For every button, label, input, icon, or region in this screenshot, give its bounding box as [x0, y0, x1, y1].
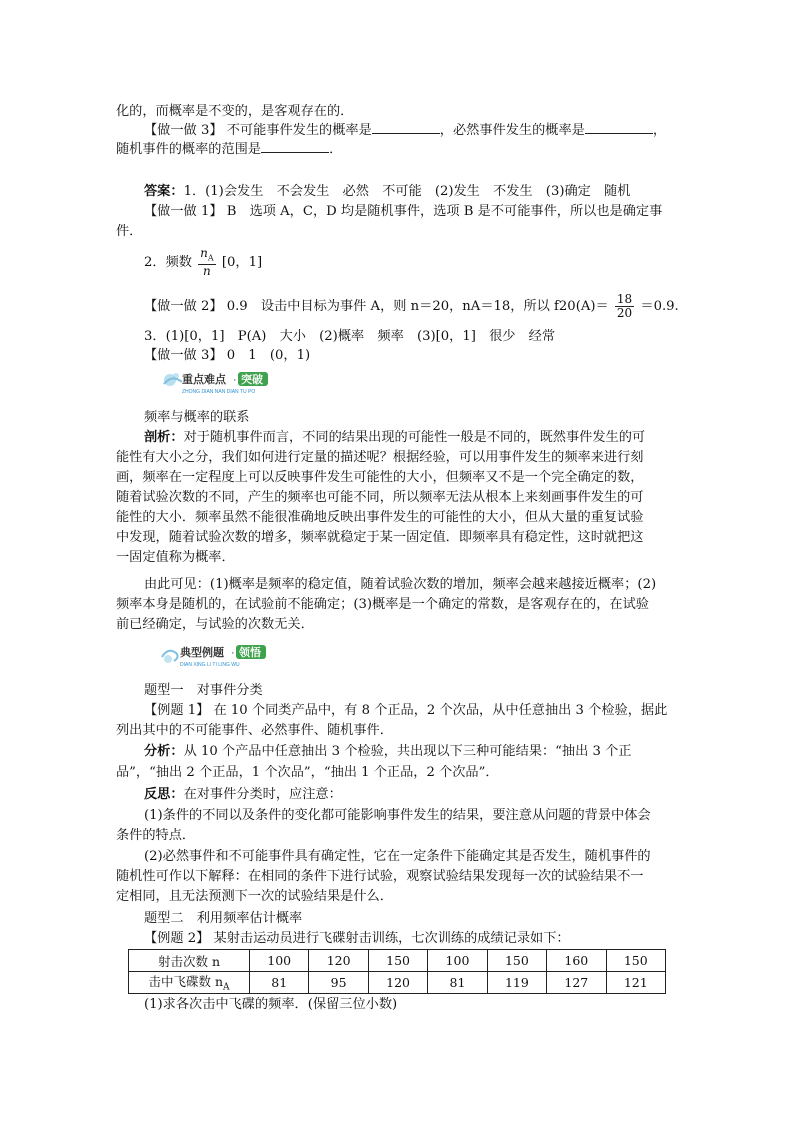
table-cell: 100 [428, 950, 487, 972]
table-row [129, 972, 666, 994]
table-row [129, 950, 666, 972]
answer-blank [261, 139, 329, 153]
analysis-line: 剖析：对于随机事件而言，不同的结果出现的可能性一般是不同的，既然事件发生的可 [144, 430, 646, 445]
problem-type-heading: 题型一 对事件分类 [144, 683, 263, 698]
banner-graphic [160, 643, 310, 669]
answer-blank [372, 120, 440, 134]
reflection-line: 随机性可作以下解释：在相同的条件下进行试验，观察试验结果发现每一次的试验结果不一 [116, 869, 644, 884]
answer-line: 答案：1．(1)会发生 不会发生 必然 不可能 (2)发生 不发生 (3)确定 随机 [144, 184, 631, 199]
try-it-1-answer-cont: 件． [116, 224, 143, 239]
table-cell: 127 [547, 972, 606, 994]
banner-tag: 突破 [241, 374, 263, 386]
conclusion-line: 前已经确定，与试验的次数无关． [116, 617, 314, 632]
analysis-line: 画，频率在一定程度上可以反映事件发生可能性的大小，但频率又不是一个完全确定的数， [116, 470, 644, 485]
reflection-line: 条件的特点． [116, 828, 196, 843]
fraction: $\frac{n_A}{n}$ [200, 245, 214, 279]
banner-title: 典型例题 [180, 647, 224, 659]
table-cell: 81 [428, 972, 487, 994]
answer-item-2: 2．频数 $\frac{n_A}{n}$ [0，1] [144, 245, 263, 279]
table-cell: 150 [368, 950, 427, 972]
reflection-line: (1)条件的不同以及条件的变化都可能影响事件发生的结果，要注意从问题的背景中体会 [144, 808, 651, 823]
section-banner-key-points [160, 370, 310, 394]
shooting-results-table [128, 949, 666, 994]
banner-title: 重点难点 [182, 374, 226, 386]
table-cell: 150 [487, 950, 546, 972]
table-cell: 160 [547, 950, 606, 972]
table-cell: 150 [606, 950, 665, 972]
example-1-line: 【例题 1】 在 10 个同类产品中，有 8 个正品，2 个次品，从中任意抽出 3 个检验，据此 [144, 703, 668, 718]
banner-graphic [160, 370, 310, 396]
table-cell: 81 [250, 972, 309, 994]
analysis-line: 随着试验次数的不同，产生的频率也可能不同，所以频率无法从根本上来刻画事件发生的可 [116, 490, 644, 505]
question-1-line: (1)求各次击中飞碟的频率．(保留三位小数) [144, 997, 398, 1012]
banner-pinyin: ZHONG DIAN NAN DIAN TU PO [182, 389, 256, 395]
reflection-line: 定相同，且无法预测下一次的试验结果是什么． [116, 889, 393, 904]
table-cell: 121 [606, 972, 665, 994]
banner-pinyin: DIAN XING LI TI LING WU [180, 662, 240, 668]
try-it-3-answer: 【做一做 3】 0 1 (0，1) [144, 348, 311, 363]
conclusion-line: 频率本身是随机的，在试验前不能确定；(3)概率是一个确定的常数，是客观存在的，在试验 [116, 597, 649, 612]
analysis-line: 能性有大小之分，我们如何进行定量的描述呢？根据经验，可以用事件发生的频率来进行刻 [116, 450, 644, 465]
try-it-3-question-cont: 随机事件的概率的范围是 ． [116, 139, 342, 159]
table-cell: 100 [250, 950, 309, 972]
try-it-1-answer: 【做一做 1】 B 选项 A，C，D 均是随机事件，选项 B 是不可能事件，所以也是确定事 [144, 204, 663, 219]
svg-text:·: · [231, 647, 235, 659]
analysis-line: 一固定值称为概率． [116, 550, 235, 565]
try-it-3-question: 【做一做 3】 不可能事件发生的概率是 ，必然事件发生的概率是 ， [144, 120, 666, 140]
table-cell: 120 [309, 950, 368, 972]
answer-item-3: 3．(1)[0，1] P(A) 大小 (2)概率 频率 (3)[0，1] 很少 经常 [144, 329, 556, 344]
analysis-line: 能性的大小．频率虽然不能很准确地反映出事件发生的可能性的大小，但从大量的重复试验 [116, 510, 644, 525]
problem-type-heading: 题型二 利用频率估计概率 [144, 911, 303, 926]
row-header: 射击次数 n [129, 950, 250, 972]
try-it-2-answer: 【做一做 2】 0.9 设击中目标为事件 A，则 n＝20，nA＝18，所以 f20(A)＝ $\frac{18}{20}$ ＝0.9. [144, 292, 679, 320]
table-cell: 95 [309, 972, 368, 994]
svg-text:·: · [233, 374, 237, 386]
row-header: 击中飞碟数 $n_A$ [129, 972, 250, 994]
analysis-line: 分析：从 10 个产品中任意抽出 3 个检验，共出现以下三种可能结果：“抽出 3 个正 [144, 744, 632, 759]
reflection-line: (2)必然事件和不可能事件具有确定性，它在一定条件下能确定其是否发生，随机事件的 [144, 849, 651, 864]
table-cell: 120 [368, 972, 427, 994]
section-banner-examples [160, 643, 310, 667]
section-heading: 频率与概率的联系 [144, 410, 250, 425]
reflection-line: 反思：在对事件分类时，应注意： [144, 787, 342, 802]
table-cell: 119 [487, 972, 546, 994]
example-2-line: 【例题 2】 某射击运动员进行飞碟射击训练，七次训练的成绩记录如下： [144, 931, 570, 946]
banner-tag: 领悟 [239, 647, 261, 659]
analysis-line: 中发现，随着试验次数的增多，频率就稳定于某一固定值．即频率具有稳定性，这时就把这 [116, 530, 644, 545]
analysis-line: 品”，“抽出 2 个正品，1 个次品”，“抽出 1 个正品，2 个次品”． [116, 765, 499, 780]
text-line: 化的，而概率是不变的，是客观存在的． [116, 104, 354, 119]
conclusion-line: 由此可见：(1)概率是频率的稳定值，随着试验次数的增加，频率会越来越接近概率；(2) [144, 577, 657, 592]
answer-blank [585, 120, 653, 134]
example-1-line: 列出其中的不可能事件、必然事件、随机事件． [116, 723, 393, 738]
fraction: $\frac{18}{20}$ [616, 292, 633, 320]
